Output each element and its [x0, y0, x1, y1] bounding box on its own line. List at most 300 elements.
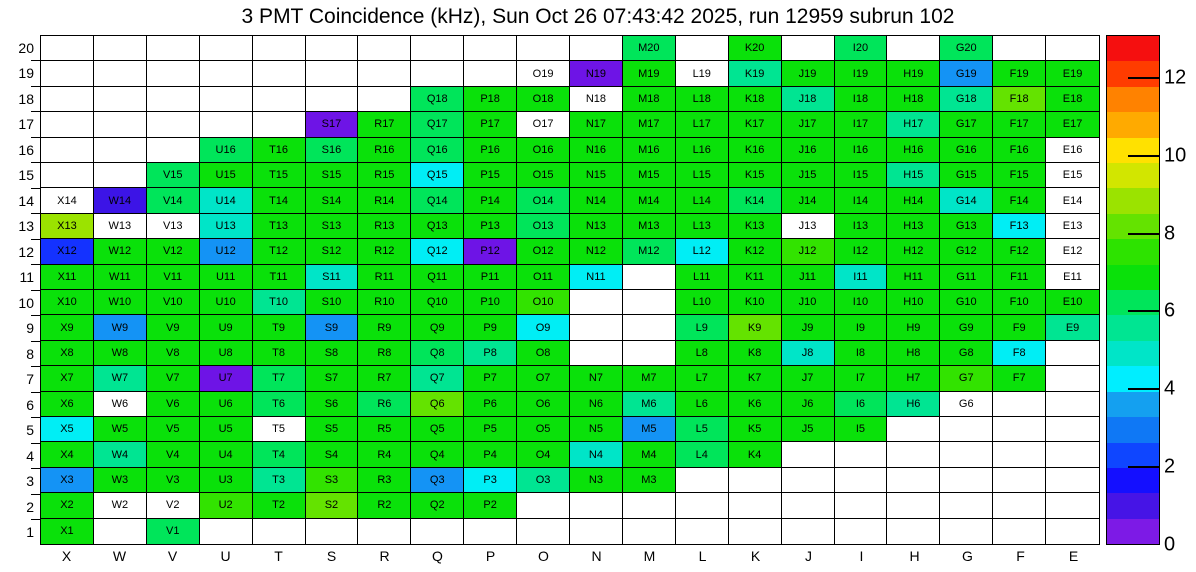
grid-cell: S5: [306, 417, 359, 442]
grid-cell: [887, 468, 940, 493]
grid-cell: G14: [940, 188, 993, 213]
grid-cell: [782, 493, 835, 518]
grid-cell: [782, 468, 835, 493]
x-tick-label: F: [1016, 548, 1025, 564]
grid-cell: S13: [306, 214, 359, 239]
grid-cell: T3: [253, 468, 306, 493]
grid-cell: X14: [41, 188, 94, 213]
grid-cell: T6: [253, 392, 306, 417]
grid-cell: V1: [147, 519, 200, 544]
grid-cell: H18: [887, 87, 940, 112]
grid-cell: L7: [676, 366, 729, 391]
grid-cell: X9: [41, 315, 94, 340]
grid-cell: F13: [993, 214, 1046, 239]
grid-cell: X4: [41, 442, 94, 467]
grid-cell: V10: [147, 290, 200, 315]
grid-cell: P6: [464, 392, 517, 417]
grid-cell: I16: [835, 138, 888, 163]
grid-cell: M7: [623, 366, 676, 391]
grid-cell: [147, 87, 200, 112]
grid-cell: [835, 442, 888, 467]
grid-cell: P7: [464, 366, 517, 391]
grid-cell: [147, 138, 200, 163]
grid-cell: U3: [200, 468, 253, 493]
grid-cell: X8: [41, 341, 94, 366]
grid-cell: W13: [94, 214, 147, 239]
grid-cell: [358, 519, 411, 544]
x-tick-label: H: [909, 548, 920, 564]
grid-cell: T2: [253, 493, 306, 518]
x-tick-label: V: [167, 548, 178, 564]
grid-cell: P5: [464, 417, 517, 442]
grid-cell: K14: [729, 188, 782, 213]
grid-cell: P3: [464, 468, 517, 493]
grid-cell: W9: [94, 315, 147, 340]
grid-cell: O17: [517, 112, 570, 137]
grid-cell: O19: [517, 61, 570, 86]
grid-cell: U13: [200, 214, 253, 239]
grid-cell: [253, 519, 306, 544]
grid-cell: [41, 138, 94, 163]
grid-cell: K16: [729, 138, 782, 163]
grid-cell: X7: [41, 366, 94, 391]
grid-cell: E16: [1046, 138, 1099, 163]
x-tick-label: T: [274, 548, 283, 564]
grid-cell: [570, 36, 623, 61]
y-axis-ticks: [31, 35, 40, 545]
colorbar-tick-value: 2: [1164, 455, 1176, 478]
y-tick-label: 3: [26, 473, 34, 490]
grid-cell: M12: [623, 239, 676, 264]
grid-cell: P8: [464, 341, 517, 366]
grid-cell: T12: [253, 239, 306, 264]
grid-cell: N17: [570, 112, 623, 137]
grid-cell: Q9: [411, 315, 464, 340]
grid-cell: S3: [306, 468, 359, 493]
grid-cell: Q10: [411, 290, 464, 315]
grid-cell: L9: [676, 315, 729, 340]
grid-cell: V7: [147, 366, 200, 391]
grid-cell: F11: [993, 265, 1046, 290]
grid-cell: [993, 493, 1046, 518]
grid-cell: R10: [358, 290, 411, 315]
grid-cell: [306, 61, 359, 86]
grid-cell: T7: [253, 366, 306, 391]
grid-cell: N3: [570, 468, 623, 493]
grid-cell: E17: [1046, 112, 1099, 137]
grid-cell: [306, 87, 359, 112]
grid-cell: X2: [41, 493, 94, 518]
grid-cell: F12: [993, 239, 1046, 264]
colorbar-tick-labels: [1164, 35, 1196, 556]
grid-cell: [993, 519, 1046, 544]
x-tick-label: I: [859, 548, 864, 564]
grid-cell: G19: [940, 61, 993, 86]
grid-cell: K7: [729, 366, 782, 391]
grid-cell: H13: [887, 214, 940, 239]
grid-cell: U4: [200, 442, 253, 467]
grid-cell: [887, 442, 940, 467]
colorbar-tick-value: 8: [1164, 222, 1176, 245]
grid-cell: U5: [200, 417, 253, 442]
grid-cell: [200, 112, 253, 137]
grid-cell: [940, 442, 993, 467]
y-tick-label: 1: [26, 524, 34, 541]
grid-cell: L14: [676, 188, 729, 213]
grid-cell: S16: [306, 138, 359, 163]
grid-cell: E15: [1046, 163, 1099, 188]
grid-cell: O16: [517, 138, 570, 163]
grid-cell: G8: [940, 341, 993, 366]
grid-cell: W8: [94, 341, 147, 366]
grid-cell: [940, 417, 993, 442]
y-tick-label: 4: [26, 447, 34, 464]
grid-cell: [1046, 519, 1099, 544]
grid-cell: W7: [94, 366, 147, 391]
grid-cell: [676, 468, 729, 493]
grid-cell: S15: [306, 163, 359, 188]
grid-cell: O5: [517, 417, 570, 442]
grid-cell: X11: [41, 265, 94, 290]
grid-cell: Q16: [411, 138, 464, 163]
grid-cell: [41, 112, 94, 137]
y-tick-label: 5: [26, 422, 34, 439]
grid-cell: [676, 493, 729, 518]
grid-cell: W12: [94, 239, 147, 264]
grid-cell: S6: [306, 392, 359, 417]
grid-cell: [993, 392, 1046, 417]
grid-cell: P15: [464, 163, 517, 188]
grid-cell: Q17: [411, 112, 464, 137]
x-tick-label: U: [220, 548, 231, 564]
grid-cell: O8: [517, 341, 570, 366]
grid-cell: J10: [782, 290, 835, 315]
grid-cell: [253, 36, 306, 61]
grid-cell: V14: [147, 188, 200, 213]
grid-cell: O15: [517, 163, 570, 188]
grid-cell: E13: [1046, 214, 1099, 239]
grid-cell: P4: [464, 442, 517, 467]
grid-cell: E18: [1046, 87, 1099, 112]
grid-cell: L4: [676, 442, 729, 467]
y-tick-label: 7: [26, 371, 34, 388]
grid-cell: [464, 61, 517, 86]
colorbar-ticks: [1106, 35, 1160, 545]
y-tick-label: 20: [18, 39, 34, 56]
grid-cell: [411, 519, 464, 544]
grid-cell: P12: [464, 239, 517, 264]
colorbar-tick-value: 0: [1164, 533, 1176, 556]
grid-cell: E11: [1046, 265, 1099, 290]
grid-cell: P9: [464, 315, 517, 340]
grid-cell: S11: [306, 265, 359, 290]
grid-cell: [570, 493, 623, 518]
y-tick-label: 14: [18, 192, 34, 209]
x-tick-label: Q: [432, 548, 443, 564]
grid-cell: P13: [464, 214, 517, 239]
x-tick-label: R: [379, 548, 390, 564]
grid-cell: I15: [835, 163, 888, 188]
grid-cell: R5: [358, 417, 411, 442]
x-tick-label: S: [326, 548, 337, 564]
grid-cell: [623, 290, 676, 315]
grid-cell: Q12: [411, 239, 464, 264]
y-tick-label: 16: [18, 141, 34, 158]
grid-cell: V6: [147, 392, 200, 417]
grid-cell: J16: [782, 138, 835, 163]
grid-cell: T10: [253, 290, 306, 315]
grid-cell: I12: [835, 239, 888, 264]
grid-cell: K18: [729, 87, 782, 112]
grid-cell: [729, 519, 782, 544]
grid-cell: V11: [147, 265, 200, 290]
grid-cell: T16: [253, 138, 306, 163]
grid-cell: [940, 493, 993, 518]
grid-cell: [200, 61, 253, 86]
grid-cell: U7: [200, 366, 253, 391]
grid-cell: W3: [94, 468, 147, 493]
grid-cell: O4: [517, 442, 570, 467]
grid-cell: [1046, 417, 1099, 442]
grid-cell: F18: [993, 87, 1046, 112]
grid-cell: [411, 61, 464, 86]
colorbar-tick-line: [1128, 155, 1160, 157]
grid-cell: [676, 36, 729, 61]
grid-cell: [887, 417, 940, 442]
grid-cell: R6: [358, 392, 411, 417]
grid-cell: M6: [623, 392, 676, 417]
grid-cell: F14: [993, 188, 1046, 213]
grid-cell: Q2: [411, 493, 464, 518]
grid-cell: G20: [940, 36, 993, 61]
grid-cell: R13: [358, 214, 411, 239]
grid-cell: G12: [940, 239, 993, 264]
grid-cell: V2: [147, 493, 200, 518]
grid-cell: K13: [729, 214, 782, 239]
grid-cell: [887, 519, 940, 544]
grid-cell: K6: [729, 392, 782, 417]
grid-cell: [94, 112, 147, 137]
y-tick-label: 10: [18, 294, 34, 311]
grid-cell: [464, 36, 517, 61]
grid-cell: K8: [729, 341, 782, 366]
grid-cell: V5: [147, 417, 200, 442]
grid-cell: I5: [835, 417, 888, 442]
grid-cell: E12: [1046, 239, 1099, 264]
grid-cell: [1046, 392, 1099, 417]
grid-cell: W14: [94, 188, 147, 213]
colorbar-tick-value: 4: [1164, 377, 1176, 400]
grid-cell: [41, 36, 94, 61]
grid-cell: E19: [1046, 61, 1099, 86]
grid-cell: Q8: [411, 341, 464, 366]
grid-cell: O12: [517, 239, 570, 264]
grid-cell: N19: [570, 61, 623, 86]
grid-cell: O7: [517, 366, 570, 391]
grid-cell: [835, 468, 888, 493]
grid-cell: K11: [729, 265, 782, 290]
grid-cell: H14: [887, 188, 940, 213]
grid-cell: [993, 442, 1046, 467]
grid-cell: [993, 468, 1046, 493]
y-tick-label: 11: [19, 269, 34, 286]
grid-cell: F8: [993, 341, 1046, 366]
grid-cell: X12: [41, 239, 94, 264]
grid-cell: S10: [306, 290, 359, 315]
grid-cell: O14: [517, 188, 570, 213]
grid-cell: Q5: [411, 417, 464, 442]
grid-cell: R11: [358, 265, 411, 290]
chart-title: 3 PMT Coincidence (kHz), Sun Oct 26 07:43:42 2025, run 12959 subrun 102: [241, 5, 955, 28]
grid-cell: H10: [887, 290, 940, 315]
grid-cell: R8: [358, 341, 411, 366]
grid-cell: J14: [782, 188, 835, 213]
x-tick-label: P: [485, 548, 496, 564]
grid-cell: F16: [993, 138, 1046, 163]
grid-cell: [623, 493, 676, 518]
grid-cell: R16: [358, 138, 411, 163]
y-tick-label: 15: [18, 167, 34, 184]
grid-cell: Q3: [411, 468, 464, 493]
grid-cell: K12: [729, 239, 782, 264]
grid-cell: T9: [253, 315, 306, 340]
grid-cell: R17: [358, 112, 411, 137]
grid-cell: R7: [358, 366, 411, 391]
grid-cell: I13: [835, 214, 888, 239]
grid-cell: O6: [517, 392, 570, 417]
grid-cell: X13: [41, 214, 94, 239]
grid-cell: [1046, 468, 1099, 493]
grid-cell: [623, 265, 676, 290]
colorbar-tick-value: 12: [1164, 66, 1187, 89]
grid-cell: [570, 519, 623, 544]
grid-cell: H15: [887, 163, 940, 188]
grid-cell: H8: [887, 341, 940, 366]
grid-cell: M18: [623, 87, 676, 112]
grid-cell: [253, 112, 306, 137]
grid-cell: G13: [940, 214, 993, 239]
grid-cell: P18: [464, 87, 517, 112]
grid-cell: T11: [253, 265, 306, 290]
grid-cell: J8: [782, 341, 835, 366]
grid-cell: U8: [200, 341, 253, 366]
grid-cell: P14: [464, 188, 517, 213]
grid-cell: L13: [676, 214, 729, 239]
grid-cell: X3: [41, 468, 94, 493]
x-tick-label: J: [805, 548, 812, 564]
grid-cell: K5: [729, 417, 782, 442]
y-tick-label: 19: [18, 65, 34, 82]
grid-cell: R2: [358, 493, 411, 518]
grid-cell: G10: [940, 290, 993, 315]
grid-cell: V13: [147, 214, 200, 239]
grid-cell: R3: [358, 468, 411, 493]
y-axis-labels: [0, 35, 34, 545]
grid-cell: Q15: [411, 163, 464, 188]
grid-cell: K15: [729, 163, 782, 188]
grid-cell: U14: [200, 188, 253, 213]
grid-cell: [147, 112, 200, 137]
grid-cell: G15: [940, 163, 993, 188]
grid-cell: K10: [729, 290, 782, 315]
grid-cell: L12: [676, 239, 729, 264]
grid-cell: [729, 468, 782, 493]
colorbar-tick-line: [1128, 233, 1160, 235]
grid-cell: K4: [729, 442, 782, 467]
x-tick-label: M: [643, 548, 656, 564]
grid-cell: N5: [570, 417, 623, 442]
grid-cell: J17: [782, 112, 835, 137]
grid-cell: W2: [94, 493, 147, 518]
grid-cell: N13: [570, 214, 623, 239]
grid-cell: S7: [306, 366, 359, 391]
grid-cell: K20: [729, 36, 782, 61]
grid-cell: N11: [570, 265, 623, 290]
grid-cell: S4: [306, 442, 359, 467]
grid-cell: H11: [887, 265, 940, 290]
grid-cell: U10: [200, 290, 253, 315]
grid-cell: E9: [1046, 315, 1099, 340]
grid-cell: [200, 87, 253, 112]
grid-cell: X1: [41, 519, 94, 544]
grid-cell: [306, 36, 359, 61]
grid-cell: I18: [835, 87, 888, 112]
grid-cell: P16: [464, 138, 517, 163]
grid-cell: F10: [993, 290, 1046, 315]
y-tick-label: 2: [26, 498, 34, 515]
grid-cell: I20: [835, 36, 888, 61]
grid-cell: [623, 519, 676, 544]
grid-cell: [1046, 341, 1099, 366]
grid-cell: P11: [464, 265, 517, 290]
grid-cell: W6: [94, 392, 147, 417]
grid-cell: N6: [570, 392, 623, 417]
grid-cell: V3: [147, 468, 200, 493]
grid-cell: J19: [782, 61, 835, 86]
grid-cell: G6: [940, 392, 993, 417]
grid-cell: K9: [729, 315, 782, 340]
grid-cell: M4: [623, 442, 676, 467]
grid-cell: [570, 341, 623, 366]
grid-cell: J12: [782, 239, 835, 264]
grid-cell: K19: [729, 61, 782, 86]
grid-cell: [517, 36, 570, 61]
grid-cell: G11: [940, 265, 993, 290]
grid-cell: V9: [147, 315, 200, 340]
grid-cell: J13: [782, 214, 835, 239]
grid-cell: O13: [517, 214, 570, 239]
grid-cell: [94, 519, 147, 544]
x-tick-label: G: [962, 548, 973, 564]
grid-cell: F17: [993, 112, 1046, 137]
grid-cell: J18: [782, 87, 835, 112]
grid-cell: [358, 87, 411, 112]
grid-cell: [782, 442, 835, 467]
grid-cell: N4: [570, 442, 623, 467]
grid-cell: [464, 519, 517, 544]
grid-cell: O3: [517, 468, 570, 493]
grid-cell: [1046, 442, 1099, 467]
colorbar-tick-line: [1128, 77, 1160, 79]
grid-cell: T4: [253, 442, 306, 467]
grid-cell: Q4: [411, 442, 464, 467]
grid-cell: H6: [887, 392, 940, 417]
grid-cell: U15: [200, 163, 253, 188]
grid-cell: S12: [306, 239, 359, 264]
grid-cell: [147, 36, 200, 61]
grid-cell: H9: [887, 315, 940, 340]
grid-cell: Q14: [411, 188, 464, 213]
